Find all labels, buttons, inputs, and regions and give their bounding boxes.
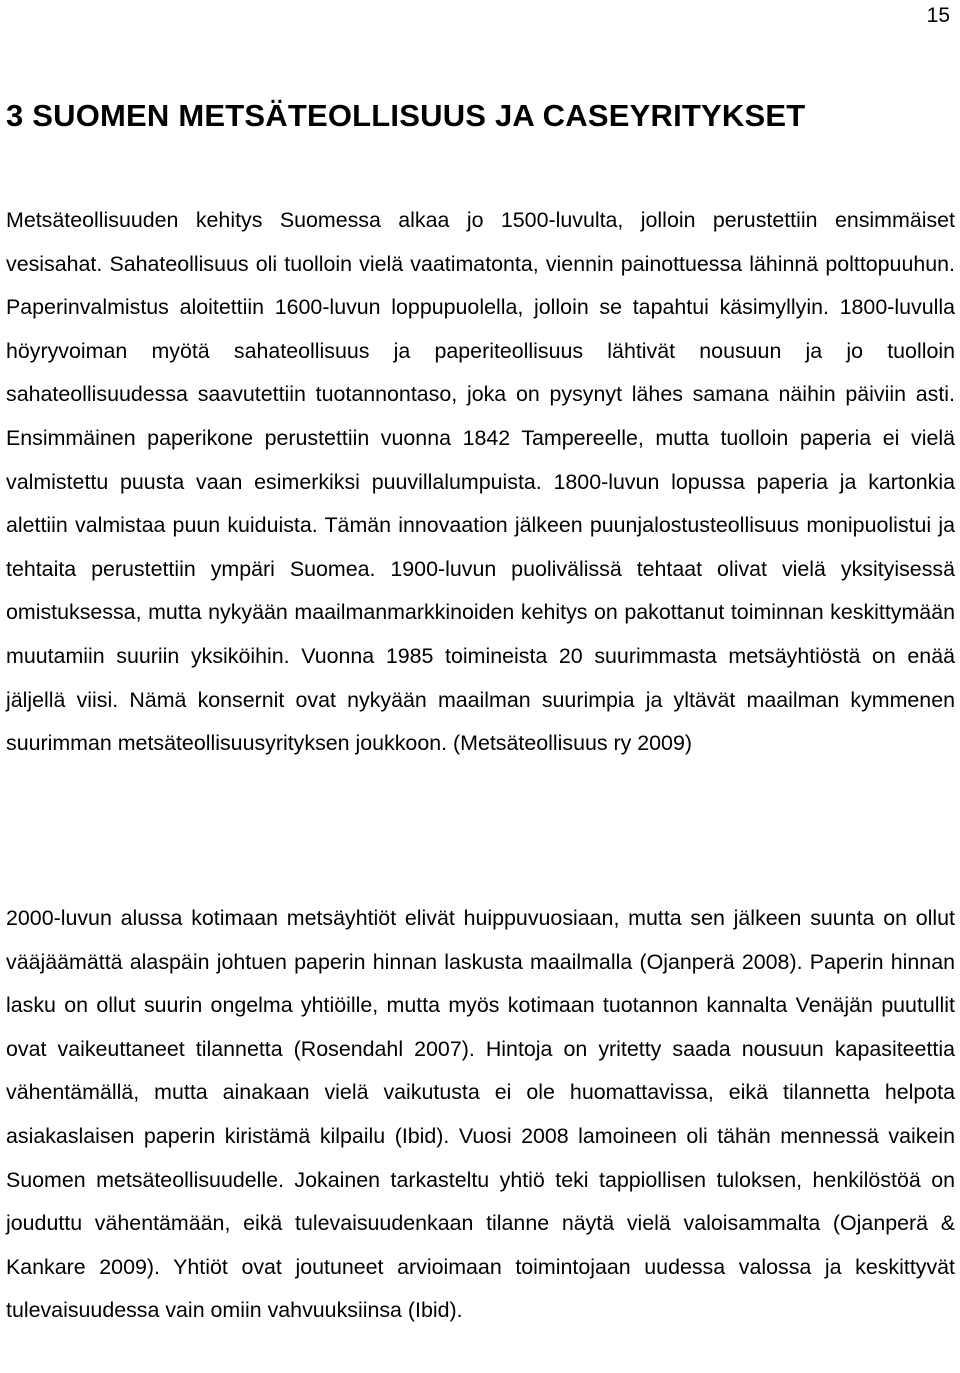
body-paragraph-current-state: 2000-luvun alussa kotimaan metsäyhtiöt elivät huippuvuosiaan, mutta sen jälkeen suunta on ollut vääjäämättä alaspäin johtuen paperin hinnan laskusta maailmalla (Ojanperä 2008). Paperin hinnan lasku on ollut suurin ongelma yhtiöille, mutta myös kotimaan tuotannon kannalta Venäjän puutullit ovat vaikeuttaneet tilannetta (Rosendahl 2007). Hintoja on yritetty saada nousuun kapasiteettia vähentämällä, mutta ainakaan vielä vaikutusta ei ole huomattavissa, eikä tilannetta helpota asiakaslaisen paperin kiristämä kilpailu (Ibid). Vuosi 2008 lamoineen oli tähän mennessä vaikein Suomen metsäteollisuudelle. Jokainen tarkasteltu yhtiö teki tappiollisen tuloksen, henkilöstöä on jouduttu vähentämään, eikä tulevaisuudenkaan tilanne näytä vielä valoisammalta (Ojanperä & Kankare 2009). Yhtiöt ovat joutuneet arvioimaan toimintojaan uudessa valossa ja keskittyvät tulevaisuudessa vain omiin vahvuuksiinsa (Ibid).: [6, 906, 955, 1323]
chapter-heading: 3 SUOMEN METSÄTEOLLISUUS JA CASEYRITYKSET: [6, 98, 806, 133]
body-paragraph-history: Metsäteollisuuden kehitys Suomessa alkaa jo 1500-luvulta, jolloin perustettiin ensimmäiset vesisahat. Sahateollisuus oli tuolloin vielä vaatimatonta, viennin painottuessa lähinnä polttopuuhun. Paperinvalmistus aloitettiin 1600-luvun loppupuolella, jolloin se tapahtui käsimyllyin. 1800-luvulla höyryvoiman myötä sahateollisuus ja paperiteollisuus lähtivät nousuun ja jo tuolloin sahateollisuudessa saavutettiin tuotannontaso, joka on pysynyt lähes samana näihin päiviin asti. Ensimmäinen paperikone perustettiin vuonna 1842 Tampereelle, mutta tuolloin paperia ei vielä valmistettu puusta vaan esimerkiksi puuvillalumpuista. 1800-luvun lopussa paperia ja kartonkia alettiin valmistaa puun kuiduista. Tämän innovaation jälkeen puunjalostusteollisuus monipuolistui ja tehtaita perustettiin ympäri Suomea. 1900-luvun puolivälissä tehtaat olivat vielä yksityisessä omistuksessa, mutta nykyään maailmanmarkkinoiden kehitys on pakottanut toiminnan keskittymään muutamiin suuriin yksiköihin. Vuonna 1985 toimineista 20 suurimmasta metsäyhtiöstä on enää jäljellä viisi. Nämä konsernit ovat nykyään maailman suurimpia ja yltävät maailman kymmenen suurimman metsäteollisuusyrityksen joukkoon. (Metsäteollisuus ry 2009): [6, 208, 955, 756]
page-number: 15: [926, 4, 950, 27]
